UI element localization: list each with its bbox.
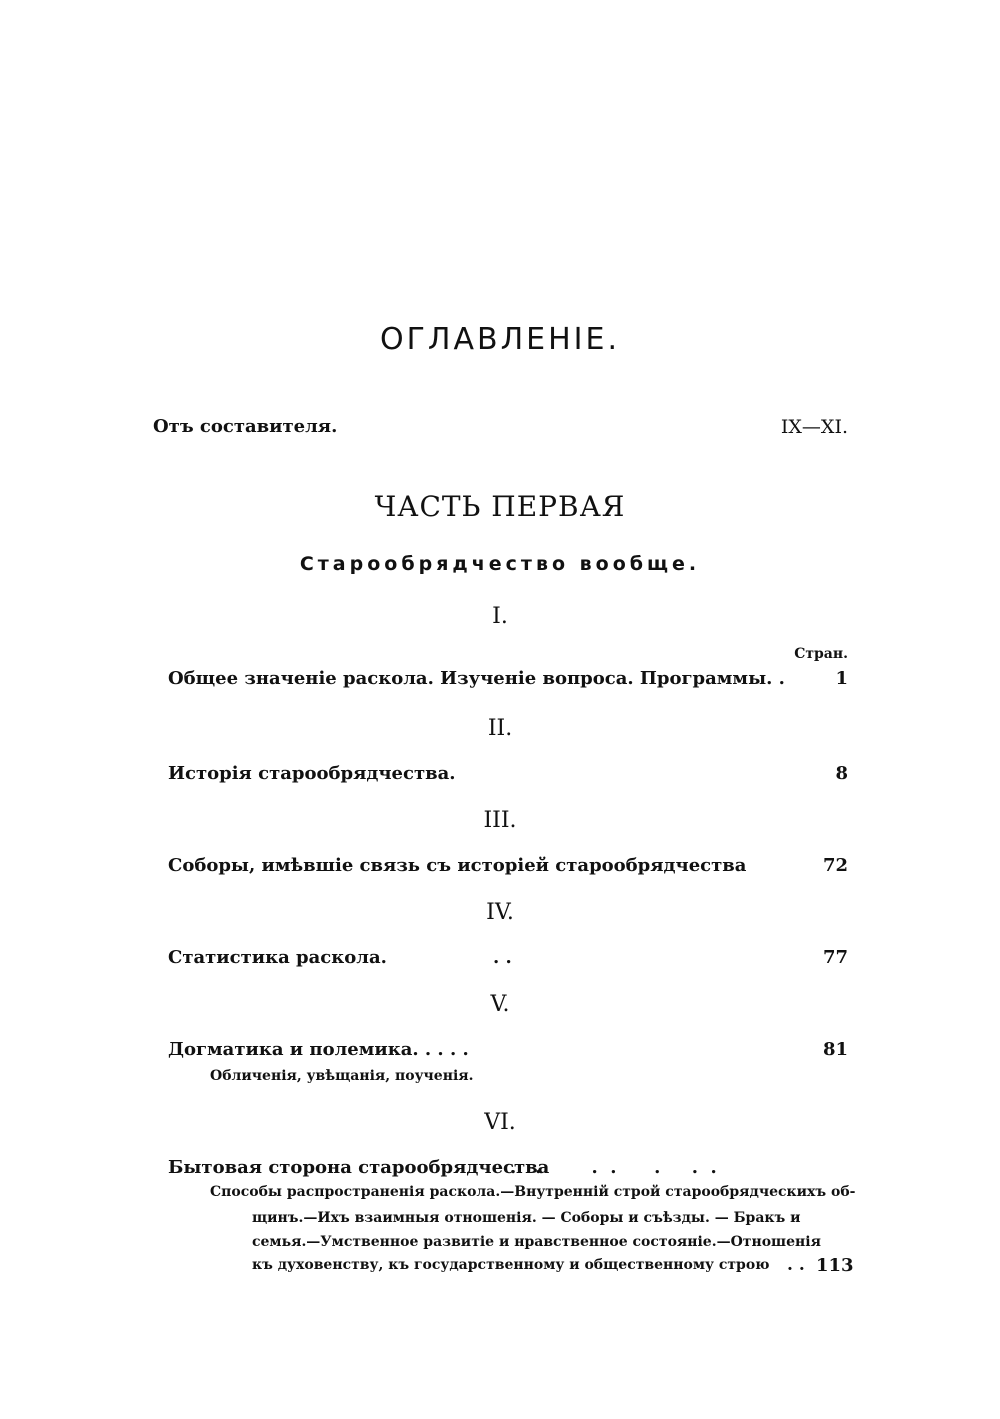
chapter-note-line: семья.—Умственное развитiе и нравственное состоянiе.—Отношенiя bbox=[252, 1234, 821, 1250]
toc-entry-preface[interactable] bbox=[153, 416, 848, 444]
chapter-page: 81 bbox=[822, 1039, 848, 1060]
toc-entry[interactable] bbox=[168, 668, 848, 696]
chapter-title: Общее значенiе раскола. Изученiе вопроса. Программы. . bbox=[168, 668, 785, 689]
preface-pages: IX—XI. bbox=[780, 416, 848, 438]
chapter-page: 113 bbox=[816, 1255, 854, 1276]
toc-entry[interactable] bbox=[168, 1157, 848, 1185]
chapter-numeral: VI. bbox=[484, 1110, 516, 1135]
leader-dots: . . . . . . . bbox=[510, 1157, 717, 1178]
pages-label: Стран. bbox=[794, 646, 848, 662]
toc-entry[interactable] bbox=[168, 947, 848, 975]
leader-dots: . . bbox=[493, 947, 512, 968]
leader-dots: . . bbox=[787, 1255, 805, 1275]
chapter-page: 8 bbox=[835, 763, 848, 784]
toc-entry[interactable] bbox=[168, 855, 848, 883]
chapter-page: 72 bbox=[822, 855, 848, 876]
chapter-numeral: III. bbox=[483, 808, 517, 833]
toc-entry[interactable] bbox=[168, 1039, 848, 1067]
chapter-title: Бытовая сторона старообрядчества bbox=[168, 1157, 550, 1178]
page-title: ОГЛАВЛЕНIЕ. bbox=[380, 322, 620, 357]
chapter-page: 1 bbox=[835, 668, 848, 689]
chapter-title: Статистика раскола. bbox=[168, 947, 387, 968]
preface-label: Отъ составителя. bbox=[153, 416, 338, 437]
chapter-title: Исторiя старообрядчества. bbox=[168, 763, 456, 784]
chapter-numeral: I. bbox=[492, 604, 508, 629]
chapter-note-line: щинъ.—Ихъ взаимныя отношенiя. — Соборы и съѣзды. — Бракъ и bbox=[252, 1210, 801, 1226]
toc-entry[interactable] bbox=[168, 763, 848, 791]
chapter-numeral: IV. bbox=[486, 900, 514, 925]
chapter-note-line: Способы распространенiя раскола.—Внутреннiй строй старообрядческихъ об- bbox=[210, 1184, 856, 1200]
chapter-title: Соборы, имѣвшiе связь съ исторiей старообрядчества bbox=[168, 855, 747, 876]
part-subtitle: Старообрядчество вообще. bbox=[299, 553, 701, 575]
chapter-numeral: V. bbox=[490, 992, 510, 1017]
part-title: ЧАСТЬ ПЕРВАЯ bbox=[374, 490, 626, 523]
chapter-numeral: II. bbox=[487, 716, 513, 741]
chapter-note-line: къ духовенству, къ государственному и общественному строю bbox=[252, 1257, 770, 1273]
chapter-page: 77 bbox=[822, 947, 848, 968]
chapter-title: Догматика и полемика. . . . . bbox=[168, 1039, 469, 1060]
chapter-note: Обличенiя, увѣщанiя, поученiя. bbox=[210, 1068, 474, 1084]
